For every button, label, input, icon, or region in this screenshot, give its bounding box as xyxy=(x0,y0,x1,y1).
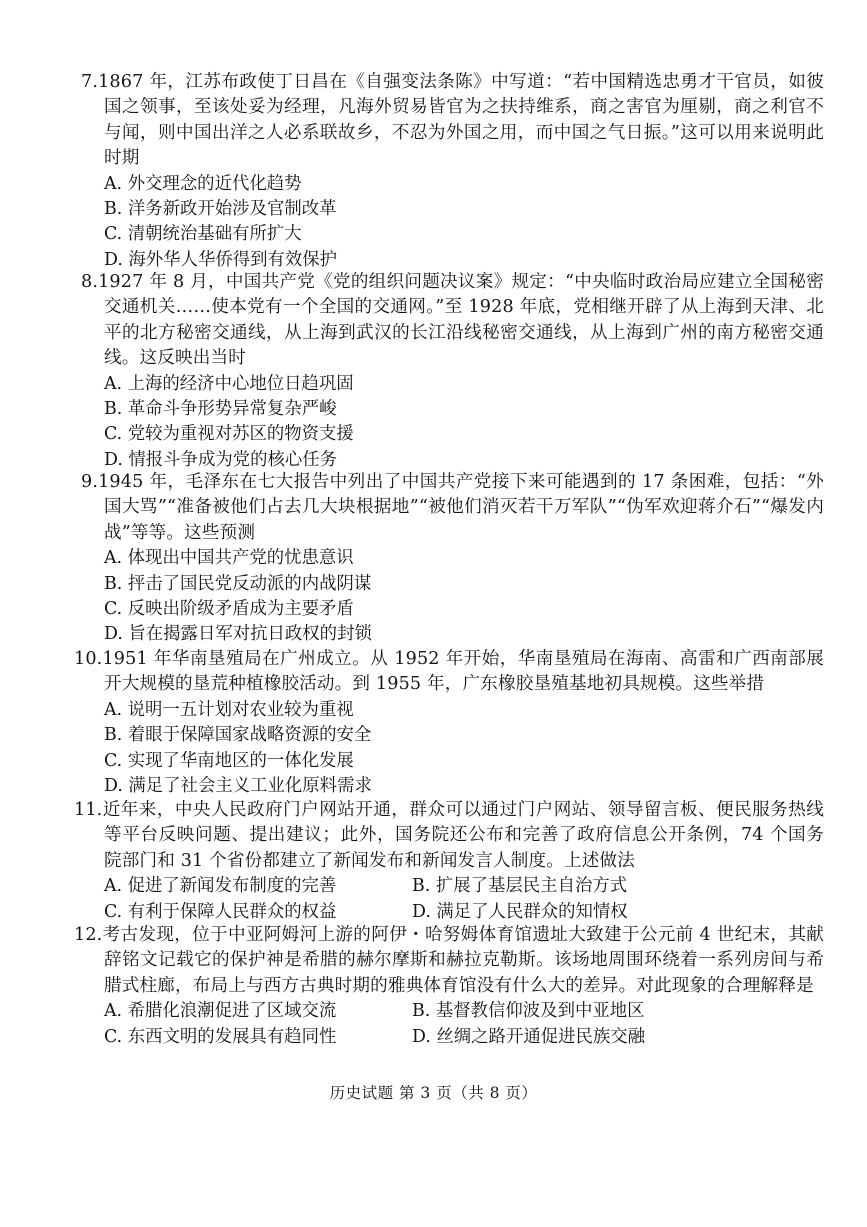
question-9-option-d[interactable]: D. 旨在揭露日军对抗日政权的封锁 xyxy=(104,624,372,645)
question-10-option-a[interactable]: A. 说明一五计划对农业较为重视 xyxy=(104,699,354,720)
question-10 xyxy=(74,647,824,799)
question-8-option-a[interactable]: A. 上海的经济中心地位日趋巩固 xyxy=(104,373,354,394)
question-12-number: 12. xyxy=(74,925,103,945)
question-11-options xyxy=(104,874,824,925)
question-11-option-c[interactable]: C. 有利于保障人民群众的权益 xyxy=(104,901,337,922)
question-10-text xyxy=(74,647,824,698)
question-12-option-d[interactable]: D. 丝绸之路开通促进民族交融 xyxy=(412,1026,646,1047)
question-12 xyxy=(74,923,824,1050)
question-11-number: 11. xyxy=(74,800,103,820)
question-7-number: 7. xyxy=(81,72,99,92)
question-10-number: 10. xyxy=(74,649,103,669)
question-12-option-c[interactable]: C. 东西文明的发展具有趋同性 xyxy=(104,1026,337,1047)
question-11 xyxy=(74,798,824,925)
question-11-option-b[interactable]: B. 扩展了基层民主自治方式 xyxy=(412,876,628,897)
page-footer: 历史试题 第 3 页（共 8 页） xyxy=(329,1084,538,1102)
question-7-option-a[interactable]: A. 外交理念的近代化趋势 xyxy=(104,173,302,194)
question-9-option-a[interactable]: A. 体现出中国共产党的忧患意识 xyxy=(104,548,354,569)
question-8-option-d[interactable]: D. 情报斗争成为党的核心任务 xyxy=(104,449,338,470)
question-11-stem: 近年来，中央人民政府门户网站开通，群众可以通过门户网站、领导留言板、便民服务热线等平台反映问题、提出建议；此外，国务院还公布和完善了政府信息公开条例，74 个国务院部门和 31 个省份都建立了新闻发布和新闻发言人制度。上述做法 xyxy=(102,800,824,871)
question-9-option-b[interactable]: B. 抨击了国民党反动派的内战阴谋 xyxy=(104,573,372,594)
question-8-stem: 1927 年 8 月，中国共产党《党的组织问题决议案》规定：“中央临时政治局应建立全国秘密交通机关……使本党有一个全国的交通网。”至 1928 年底，党相继开辟了从上海到天津、北平的北方秘密交通线，从上海到武汉的长江沿线秘密交通线，从上海到广州的南方秘密交通线。这反映出当时 xyxy=(98,272,824,369)
question-10-stem: 1951 年华南垦殖局在广州成立。从 1952 年开始，华南垦殖局在海南、高雷和广西南部展开大规模的垦荒种植橡胶活动。到 1955 年，广东橡胶垦殖基地初具规模。这些举措 xyxy=(102,649,824,695)
question-9-option-c[interactable]: C. 反映出阶级矛盾成为主要矛盾 xyxy=(104,599,354,619)
question-12-option-a[interactable]: A. 希腊化浪潮促进了区域交流 xyxy=(104,1001,337,1022)
question-8-number: 8. xyxy=(81,272,99,292)
question-7 xyxy=(81,70,824,273)
question-9 xyxy=(81,470,824,648)
question-8-text xyxy=(81,270,824,372)
question-11-options-row-2 xyxy=(104,900,824,925)
question-12-option-b[interactable]: B. 基督教信仰波及到中亚地区 xyxy=(412,1001,645,1022)
question-9-stem: 1945 年，毛泽东在七大报告中列出了中国共产党接下来可能遇到的 17 条困难，包括：“外国大骂”“准备被他们占去几大块根据地”“被他们消灭若干万军队”“伪军欢迎蒋介石”“爆发内战”等等。这些预测 xyxy=(98,472,824,543)
question-7-option-d[interactable]: D. 海外华人华侨得到有效保护 xyxy=(104,249,338,270)
question-12-text xyxy=(74,923,824,999)
question-8-options xyxy=(104,372,824,474)
question-8 xyxy=(81,270,824,473)
question-10-option-d[interactable]: D. 满足了社会主义工业化原料需求 xyxy=(104,775,372,796)
question-12-options-row-2 xyxy=(104,1025,824,1050)
question-12-options xyxy=(104,999,824,1050)
question-9-text xyxy=(81,470,824,546)
question-12-stem: 考古发现，位于中亚阿姆河上游的阿伊・哈努姆体育馆遗址大致建于公元前 4 世纪末，其献辞铭文记载它的保护神是希腊的赫尔摩斯和赫拉克勒斯。该场地周围环绕着一系列房间与希腊式柱廊，布局上与西方古典时期的雅典体育馆没有什么大的差异。对此现象的合理解释是 xyxy=(102,925,824,996)
question-10-option-c[interactable]: C. 实现了华南地区的一体化发展 xyxy=(104,750,354,771)
question-11-options-row-1 xyxy=(104,874,824,899)
question-7-options xyxy=(104,172,824,274)
question-9-number: 9. xyxy=(81,472,99,492)
question-7-text xyxy=(81,70,824,172)
question-11-option-a[interactable]: A. 促进了新闻发布制度的完善 xyxy=(104,876,337,897)
question-7-stem: 1867 年，江苏布政使丁日昌在《自强变法条陈》中写道：“若中国精选忠勇才干官员，如彼国之领事，至该处妥为经理，凡海外贸易皆官为之扶持维系，商之害官为厘剔，商之利官不与闻，则中国出洋之人必系联故乡，不忍为外国之用，而中国之气日振。”这可以用来说明此时期 xyxy=(98,72,824,169)
question-9-options xyxy=(104,546,824,648)
question-7-option-b[interactable]: B. 洋务新政开始涉及官制改革 xyxy=(104,199,337,220)
question-10-option-b[interactable]: B. 着眼于保障国家战略资源的安全 xyxy=(104,725,372,746)
question-8-option-b[interactable]: B. 革命斗争形势异常复杂严峻 xyxy=(104,399,337,420)
question-11-text xyxy=(74,798,824,874)
question-8-option-c[interactable]: C. 党较为重视对苏区的物资支援 xyxy=(104,424,354,445)
question-11-option-d[interactable]: D. 满足了人民群众的知情权 xyxy=(412,901,628,922)
question-7-option-c[interactable]: C. 清朝统治基础有所扩大 xyxy=(104,224,302,245)
question-12-options-row-1 xyxy=(104,999,824,1024)
question-10-options xyxy=(104,698,824,800)
